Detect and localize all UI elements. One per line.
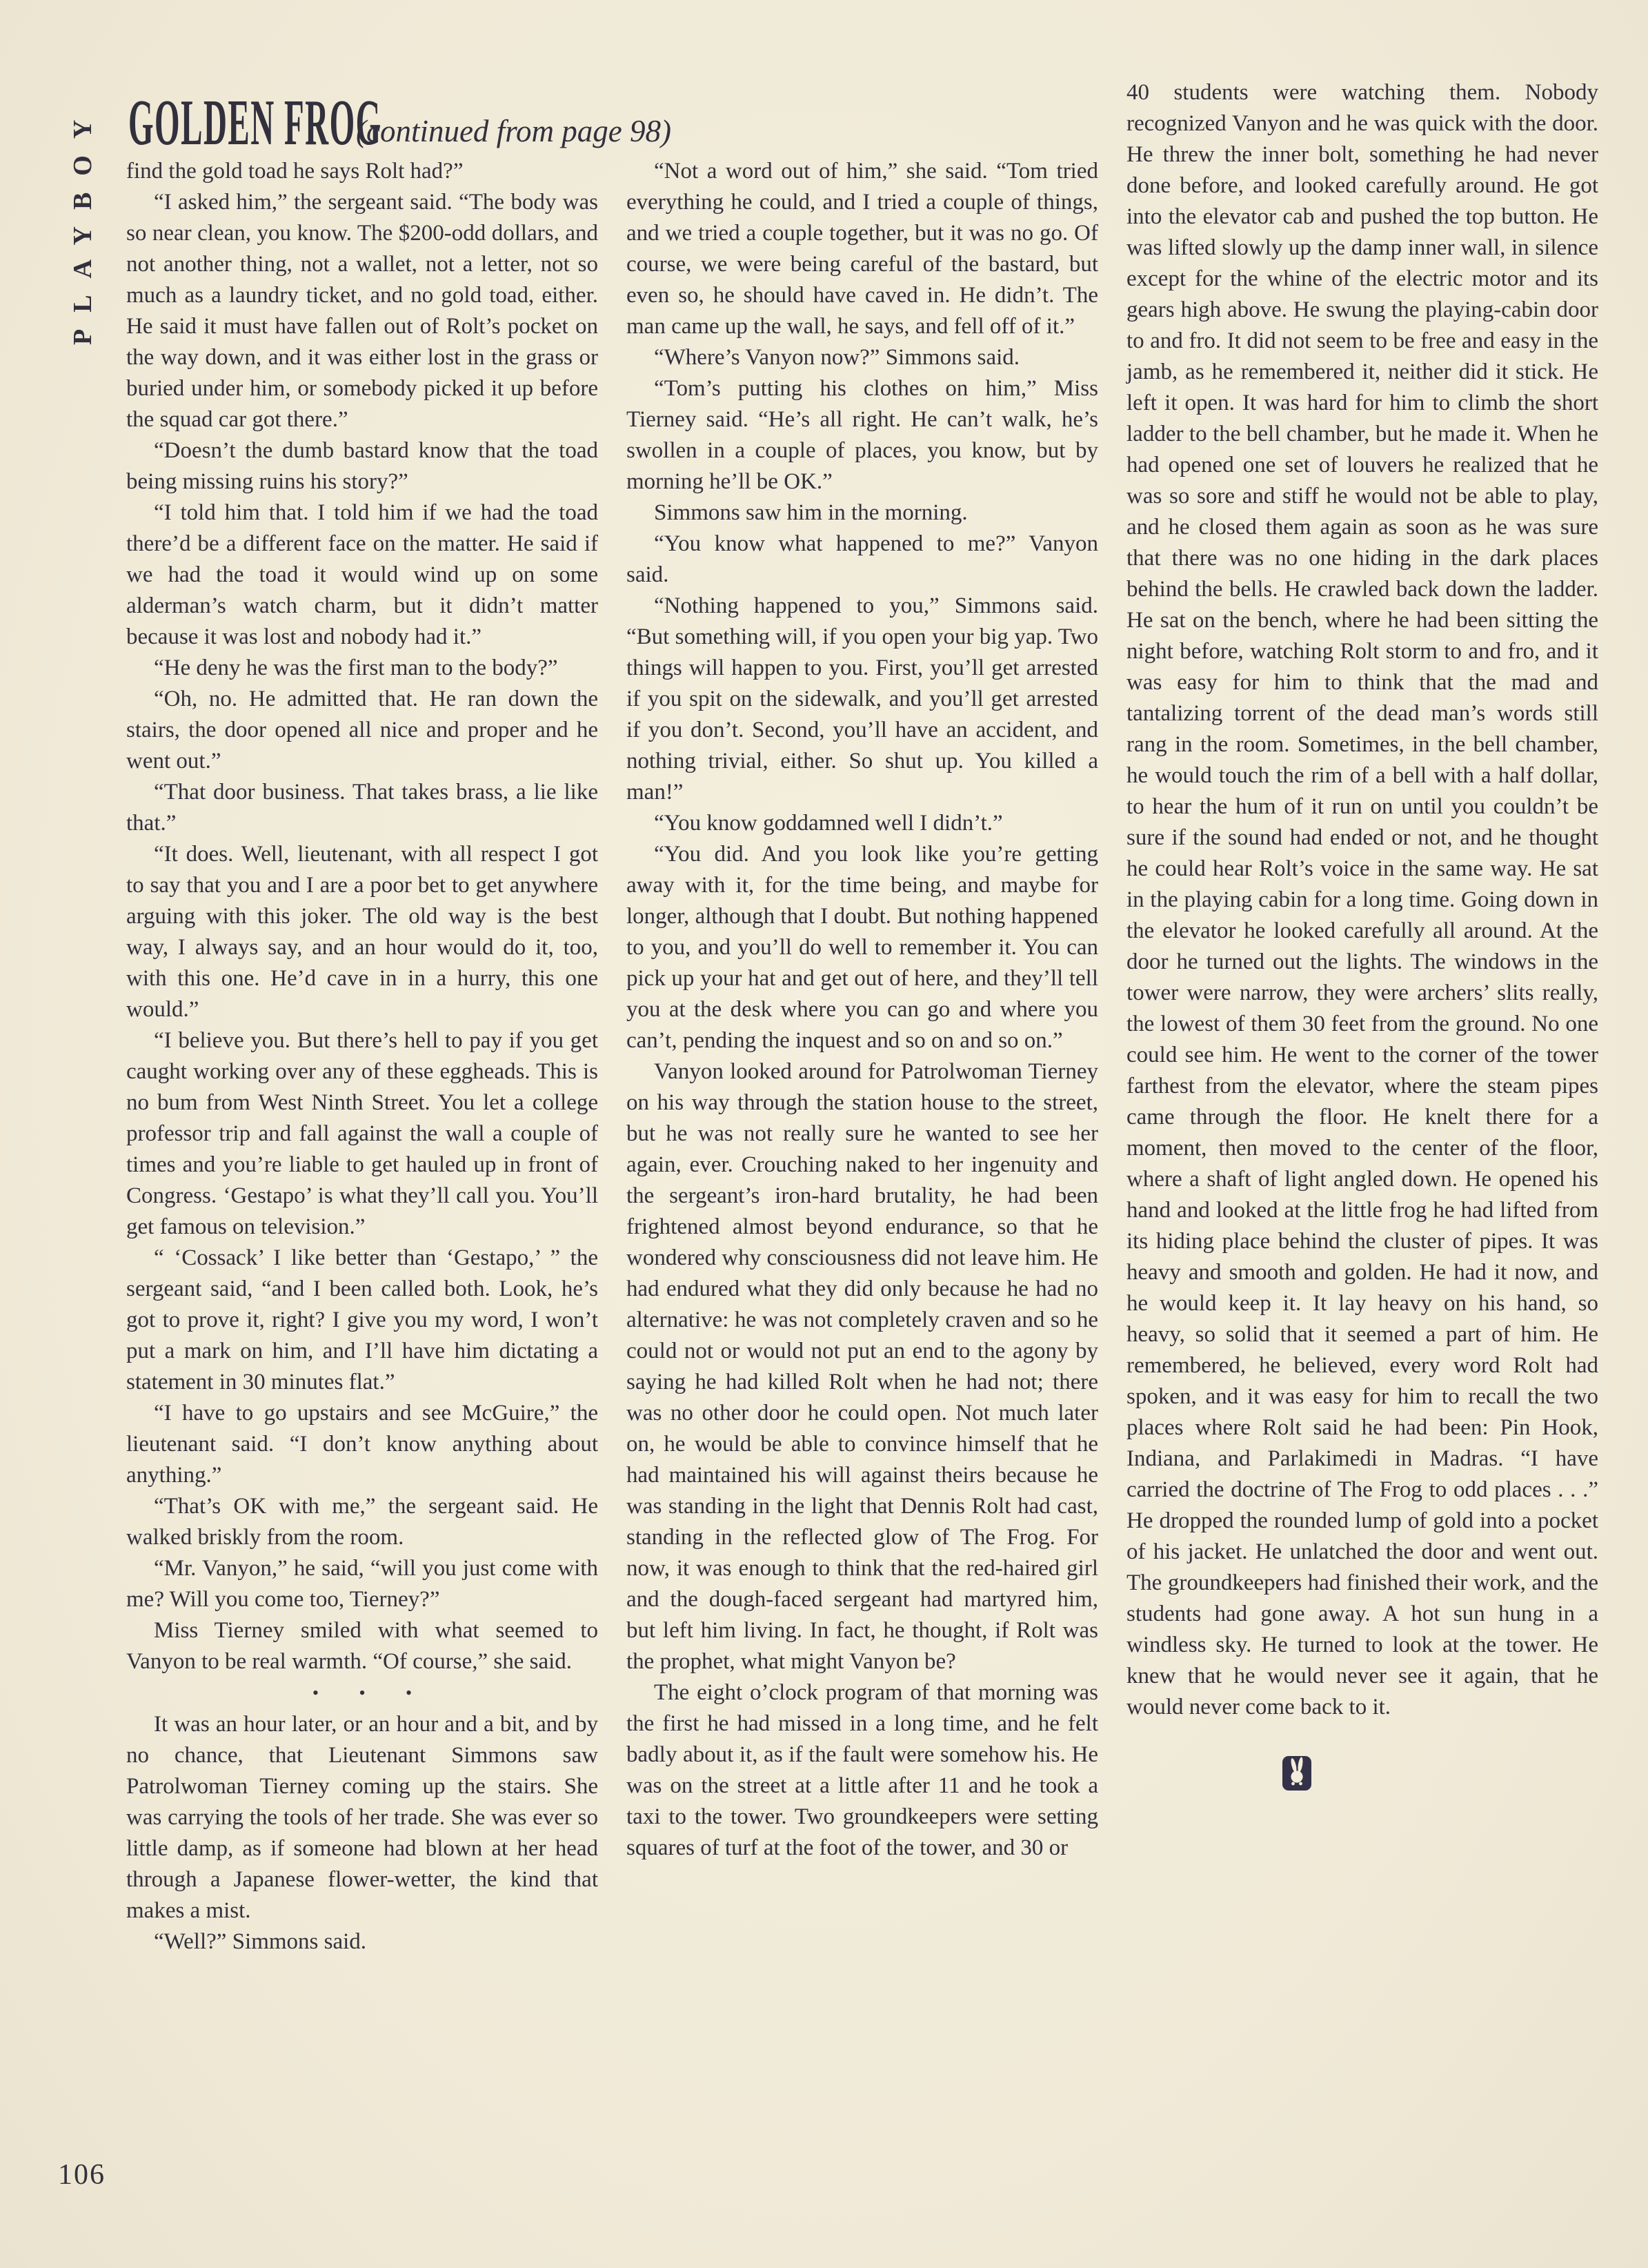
story-paragraph: It was an hour later, or an hour and a bit, and by no chance, that Lieutenant Simmons saw Patrolwoman Tierney coming up the stairs. She was carrying the tools of her trade. She was ever so little damp, as if someone had blown at her head through a Japanese flower-wetter, the kind that makes a mist.: [126, 1712, 598, 1923]
story-paragraph: “I believe you. But there’s hell to pay if you get caught working over any of these eggheads. This is no bum from West Ninth Street. You let a college professor trip and fall against the wall a couple of times and you’re liable to get hauled up in front of Congress. ‘Gestapo’ is what they’ll call you. You’ll get famous on television.”: [126, 1028, 598, 1239]
story-paragraph: “It does. Well, lieutenant, with all respect I got to say that you and I are a poor bet to get anywhere arguing with this joker. The old way is the best way, I always say, and an hour would do it, too, with this one. He’d cave in in a hurry, this one would.”: [126, 842, 598, 1022]
story-paragraph: “Well?” Simmons said.: [154, 1929, 367, 1954]
end-of-story-mark: [1126, 1756, 1598, 1799]
story-paragraph: Miss Tierney smiled with what seemed to Vanyon to be real warmth. “Of course,” she said.: [126, 1618, 598, 1674]
vertical-magazine-name: PLAYBOY: [68, 103, 97, 345]
story-paragraph: “I asked him,” the sergeant said. “The body was so near clean, you know. The $200-odd dollars, and not another thing, not a wallet, not a letter, not so much as a laundry ticket, and no gold toad, either. He said it must have fallen out of Rolt’s pocket on the way down, and it was either lost in the grass or buried under him, or somebody picked it up before the squad car got there.”: [126, 190, 598, 432]
text-column-1: [126, 156, 598, 2222]
story-paragraph: “Where’s Vanyon now?” Simmons said.: [654, 345, 1020, 370]
story-paragraph: “Not a word out of him,” she said. “Tom tried everything he could, and I tried a couple of things, and we tried a couple together, but it was no go. Of course, we were being careful of the bastard, but even so, he should have caved in. He didn’t. The man came up the wall, he says, and fell off of it.”: [626, 159, 1098, 339]
story-paragraph: “Doesn’t the dumb bastard know that the toad being missing ruins his story?”: [126, 438, 598, 494]
story-paragraph: Simmons saw him in the morning.: [654, 500, 968, 525]
playboy-bunny-logo: [1282, 1756, 1311, 1791]
story-paragraph: “I told him that. I told him if we had the toad there’d be a different face on the matter. He said if we had the toad it would wind up on some alderman’s watch charm, but it didn’t matter because it was lost and nobody had it.”: [126, 500, 598, 649]
story-paragraph: “That door business. That takes brass, a lie like that.”: [126, 780, 598, 836]
story-paragraph: 40 students were watching them. Nobody recognized Vanyon and he was quick with the door. He threw the inner bolt, something he had never done before, and looked carefully around. He got into the elevator cab and pushed the top button. He was lifted slowly up the damp inner wall, in silence except for the whine of the electric motor and its gears high above. He swung the playing-cabin door to and fro. It did not seem to be free and easy in the jamb, as he remembered it, neither did it stick. He left it open. It was hard for him to climb the short ladder to the bell chamber, but he made it. When he had opened one set of louvers he realized that he was so sore and stiff he would not be able to play, and he closed them again as soon as he was sure that there was no one hiding in the dark places behind the bells. He crawled back down the ladder. He sat on the bench, where he had been sitting the night before, watching Rolt storm to and fro, and it was easy for him to think that the mad and tantalizing torrent of the dead man’s words still rang in the room. Sometimes, in the bell chamber, he would touch the rim of a bell with a half dollar, to hear the hum of it run on until you couldn’t be sure if the sound had ended or not, and he thought he could hear Rolt’s voice in the same way. He sat in the playing cabin for a long time. Going down in the elevator he looked carefully all around. At the door he turned out the lights. The windows in the tower were narrow, they were archers’ slits really, the lowest of them 30 feet from the ground. No one could see him. He went to the corner of the tower farthest from the elevator, where the steam pipes came through the floor. He knelt there for a moment, then moved to the center of the floor, where a shaft of light angled down. He opened his hand and looked at the little frog he had lifted from its hiding place behind the cluster of pipes. It was heavy and smooth and golden. He had it now, and he would keep it. It lay heavy on his hand, so heavy, so solid that it seemed a part of him. He remembered, he believed, every word Rolt had spoken, and it was easy for him to recall the two places where Rolt said he had been: Pin Hook, Indiana, and Parlakimedi in Madras. “I have carried the doctrine of The Frog to odd places . . .” He dropped the rounded lump of gold into a pocket of his jacket. He unlatched the door and went out. The groundkeepers had finished their work, and the students had gone away. A hot sun hung in a windless sky. He turned to look at the tower. He knew that he would never see it again, that he would never come back to it.: [1126, 80, 1598, 1719]
text-column-2: [626, 156, 1098, 2222]
story-paragraph: find the gold toad he says Rolt had?”: [126, 159, 464, 184]
story-paragraph: “You did. And you look like you’re getting away with it, for the time being, and maybe for longer, although that I doubt. But nothing happened to you, and you’ll do well to remember it. You can pick up your hat and get out of here, and they’ll tell you at the desk where you can go and where you can’t, pending the inquest and so on and so on.”: [626, 842, 1098, 1053]
story-paragraph: “He deny he was the first man to the body?”: [154, 655, 558, 680]
section-break-dots: • • •: [312, 1683, 413, 1703]
text-column-3: [1126, 77, 1598, 2223]
story-paragraph: “Mr. Vanyon,” he said, “will you just come with me? Will you come too, Tierney?”: [126, 1556, 598, 1612]
story-paragraph: “Nothing happened to you,” Simmons said. “But something will, if you open your big yap. Two things will happen to you. First, you’ll get arrested if you spit on the sidewalk, and you’ll get arrested if you don’t. Second, you’ll have an accident, and nothing trivial, either. So shut up. You killed a man!”: [626, 593, 1098, 805]
story-paragraph: “You know what happened to me?” Vanyon said.: [626, 531, 1098, 587]
continuation-note: (continued from page 98): [356, 114, 671, 148]
page-number: 106: [58, 2159, 106, 2191]
story-title: GOLDEN FROG: [128, 87, 382, 159]
story-paragraph: “You know goddamned well I didn’t.”: [654, 811, 1003, 836]
story-paragraph: “I have to go upstairs and see McGuire,” the lieutenant said. “I don’t know anything about anything.”: [126, 1401, 598, 1488]
story-paragraph: “That’s OK with me,” the sergeant said. He walked briskly from the room.: [126, 1494, 598, 1550]
story-paragraph: The eight o’clock program of that morning was the first he had missed in a long time, and he felt badly about it, as if the fault were somehow his. He was on the street at a little after 11 and he took a taxi to the tower. Two groundkeepers were setting squares of turf at the foot of the tower, and 30 or: [626, 1680, 1098, 1860]
story-paragraph: “Oh, no. He admitted that. He ran down the stairs, the door opened all nice and proper and he went out.”: [126, 687, 598, 773]
story-paragraph: “Tom’s putting his clothes on him,” Miss Tierney said. “He’s all right. He can’t walk, he’s swollen in a couple of places, you know, but by morning he’ll be OK.”: [626, 376, 1098, 494]
story-paragraph: Vanyon looked around for Patrolwoman Tierney on his way through the station house to the street, but he was not really sure he wanted to see her again, ever. Crouching naked to her ingenuity and the sergeant’s iron-hard brutality, he had been frightened almost beyond endurance, so that he wondered why consciousness did not leave him. He had endured what they did only because he had no alternative: he was not completely craven and so he could not or would not put an end to the agony by saying he had killed Rolt when he had not; there was no other door he could open. Not much later on, he would be able to convince himself that he had maintained his will against theirs because he was standing in the light that Dennis Rolt had cast, standing in the reflected glow of The Frog. For now, it was enough to think that the red-haired girl and the dough-faced sergeant had martyred him, but left him living. In fact, he thought, if Rolt was the prophet, what might Vanyon be?: [626, 1059, 1098, 1674]
story-paragraph: “ ‘Cossack’ I like better than ‘Gestapo,’ ” the sergeant said, “and I been called both. Look, he’s got to prove it, right? I give you my word, I won’t put a mark on him, and I’ll have him dictating a statement in 30 minutes flat.”: [126, 1245, 598, 1394]
